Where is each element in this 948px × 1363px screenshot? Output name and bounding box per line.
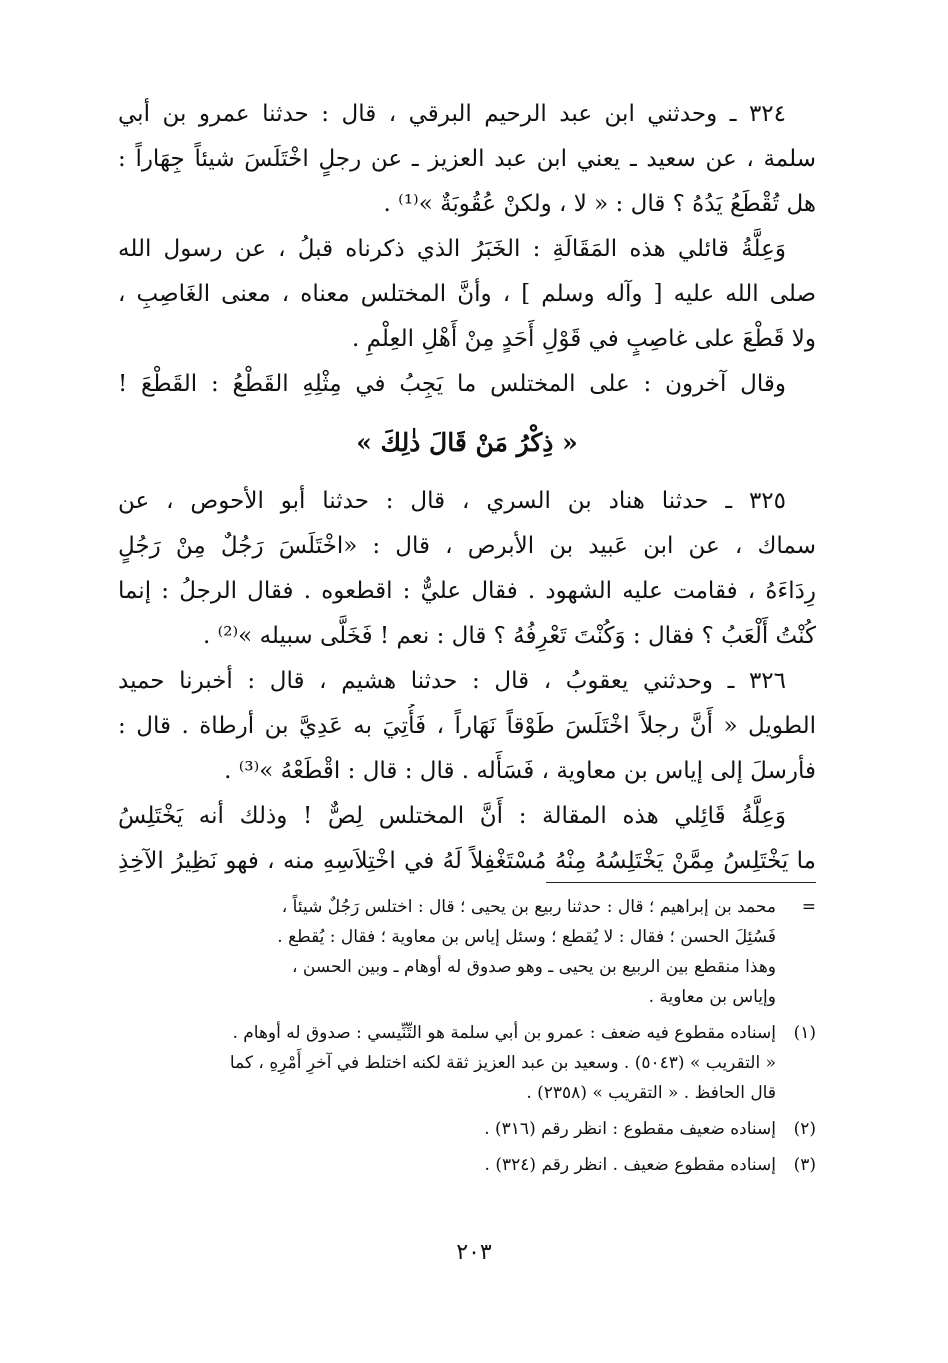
text-line: سلمة ، عن سعيد ـ يعني ابن عبد العزيز ـ عن رجلٍ اخْتَلَسَ شيئاً جِهَاراً : [118, 146, 816, 172]
footnote-line: وهذا منقطع بين الربيع بن يحيى ـ وهو صدوق له أوهام ـ وبين الحسن ، [291, 957, 776, 977]
text-line: ٣٢٤ ـ وحدثني ابن عبد الرحيم البرقي ، قال : حدثنا عمرو بن أبي [118, 101, 786, 127]
text-line: هل تُقْطَعُ يَدُهُ ؟ قال : « لا ، ولكنْ عُقُوبَةٌ »⁽¹⁾ . [383, 191, 816, 217]
footnotes-block [118, 892, 816, 1186]
footnote-body [118, 892, 776, 1012]
text-line: ما يَخْتَلِسُ مِمَّنْ يَخْتَلِسُهُ مِنْهُ مُسْتَغْفِلاً لَهُ في اخْتِلاَسِهِ منه ، فهو نَظِيرُ الآخِذِ [118, 848, 816, 874]
main-text-block [118, 92, 816, 884]
footnote-line: فَسُئِلَ الحسن ؛ فقال : لا يُقطع ؛ وسئل إياس بن معاوية ؛ فقال : يُقطع . [277, 927, 776, 947]
text-line: ٣٢٦ ـ وحدثني يعقوبُ ، قال : حدثنا هشيم ، قال : أخبرنا حميد [118, 668, 786, 694]
footnote-line: « التقريب » (٥٠٤٣) . وسعيد بن عبد العزيز ثقة لكنه اختلط في آخرِ أَمْرِهِ ، كما [229, 1053, 776, 1073]
footnote-line: وإياس بن معاوية . [648, 987, 776, 1007]
text-line: وَعِلَّةُ قَائِلي هذه المقالة : أَنَّ المختلس لِصٌّ ! وذلك أنه يَخْتَلِسُ [118, 803, 786, 829]
text-line: ولا قَطْعَ على غاصِبٍ في قَوْلِ أَحَدٍ مِنْ أَهْلِ العِلْمِ . [351, 326, 816, 352]
footnote-line: قال الحافظ . « التقريب » (٢٣٥٨) . [526, 1083, 776, 1103]
footnote-line: إسناده مقطوع فيه ضعف : عمرو بن أبي سلمة هو التِّنِّيسي : صدوق له أوهام . [232, 1023, 776, 1043]
footnote-marker: (١) [793, 1023, 816, 1043]
footnote-line: محمد بن إبراهيم ؛ قال : حدثنا ربيع بن يحيى ؛ قال : اختلس رَجُلٌ شيئاً ، [281, 897, 776, 917]
section-heading: « ذِكْرُ مَنْ قَالَ ذٰلِكَ » [356, 428, 578, 457]
text-line: وَعِلَّةُ قائلي هذه المَقَالَةِ : الخَبَرُ الذي ذكرناه قبلُ ، عن رسول الله [118, 236, 786, 262]
footnote-divider [546, 882, 816, 883]
text-line: رِدَاءَهُ ، فقامت عليه الشهود . فقال عليٌّ : اقطعوه . فقال الرجلُ : إنما [118, 578, 816, 604]
text-line: سماك ، عن ابن عَبيد بن الأبرص ، قال : «اخْتَلَسَ رَجُلٌ مِنْ رَجُلٍ [118, 533, 816, 559]
text-line: صلى الله عليه [ وآله وسلم ] ، وأنَّ المختلس معناه ، معنى الغَاصِبِ ، [118, 281, 816, 307]
footnote-marker: (٢) [793, 1119, 816, 1139]
page-number: ٢٠٣ [456, 1240, 492, 1265]
footnote-line: إسناده ضعيف مقطوع : انظر رقم (٣١٦) . [484, 1119, 776, 1139]
text-line: ٣٢٥ ـ حدثنا هناد بن السري ، قال : حدثنا أبو الأحوص ، عن [118, 488, 786, 514]
footnote-marker: (٣) [793, 1155, 816, 1175]
footnote-body [118, 1114, 776, 1144]
text-line: كُنْتُ أَلْعَبُ ؟ فقال : وَكُنْتَ تَعْرِفُهُ ؟ قال : نعم ! فَخَلَّى سبيله »⁽²⁾ . [203, 623, 816, 649]
text-line: الطويل « أَنَّ رجلاً اخْتَلَسَ طَوْقاً نَهَاراً ، فَأُتِيَ به عَدِيَّ بن أرطاة . قال : [118, 713, 816, 739]
footnote-2 [118, 1114, 816, 1144]
footnote-marker: = [801, 897, 816, 917]
footnote-body [118, 1018, 776, 1108]
text-line: وقال آخرون : على المختلس ما يَجِبُ في مِثْلِهِ القَطْعُ : القَطْعَ ! [118, 371, 786, 397]
footnote-3 [118, 1150, 816, 1180]
footnote-body [118, 1150, 776, 1180]
footnote-1 [118, 1018, 816, 1108]
text-line: فأرسلَ إلى إياس بن معاوية ، فَسَأَله . قال : قال : اقْطَعْهُ »⁽³⁾ . [224, 758, 816, 784]
footnote-line: إسناده مقطوع ضعيف . انظر رقم (٣٢٤) . [484, 1155, 776, 1175]
footnote-continuation [118, 892, 816, 1012]
